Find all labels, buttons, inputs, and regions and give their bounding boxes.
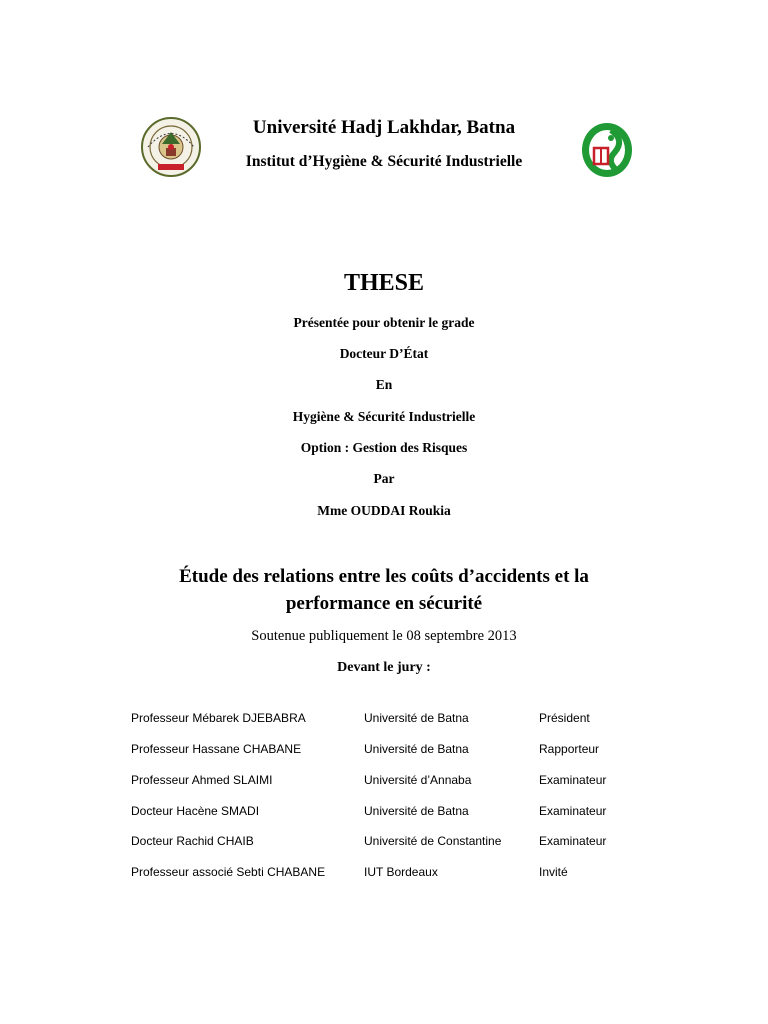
university-seal-logo [140, 116, 202, 178]
jury-member-name: Professeur Ahmed SLAIMI [131, 773, 273, 787]
par-line: Par [373, 471, 395, 486]
author-name: Mme OUDDAI Roukia [317, 503, 451, 518]
jury-member-name: Docteur Hacène SMADI [131, 804, 260, 818]
jury-member-role: Rapporteur [539, 742, 600, 756]
jury-member-name: Professeur Hassane CHABANE [131, 742, 302, 756]
thesis-title-line-1: Étude des relations entre les coûts d’accidents et la [179, 566, 589, 587]
jury-member-role: Examinateur [539, 804, 607, 818]
grade-line: Présentée pour obtenir le grade [293, 315, 475, 330]
option-line: Option : Gestion des Risques [300, 440, 468, 455]
jury-member-name: Professeur associé Sebti CHABANE [131, 865, 326, 879]
thesis-title [0, 563, 768, 617]
field-line: Hygiène & Sécurité Industrielle [292, 409, 476, 424]
jury-member-role: Invité [539, 865, 568, 879]
jury-member-institution: Université de Batna [364, 711, 469, 725]
jury-member-name: Professeur Mébarek DJEBABRA [131, 711, 306, 725]
jury-member-role: Examinateur [539, 834, 607, 848]
defense-date: Soutenue publiquement le 08 septembre 2013 [251, 628, 517, 644]
institute-green-logo [581, 122, 633, 178]
en-line: En [375, 377, 393, 392]
thesis-title-line-2: performance en sécurité [285, 593, 483, 614]
degree-line: Docteur D’État [339, 346, 429, 361]
jury-member-institution: Université d’Annaba [364, 773, 472, 787]
jury-member-institution: Université de Constantine [364, 834, 502, 848]
jury-member-role: Président [539, 711, 590, 725]
jury-member-institution: IUT Bordeaux [364, 865, 438, 879]
jury-member-name: Docteur Rachid CHAIB [131, 834, 254, 848]
jury-heading: Devant le jury : [337, 660, 431, 675]
institute-name: Institut d’Hygiène & Sécurité Industrielle [245, 153, 523, 170]
thesis-heading: THESE [343, 270, 425, 296]
jury-member-institution: Université de Batna [364, 804, 469, 818]
jury-member-role: Examinateur [539, 773, 607, 787]
university-name: Université Hadj Lakhdar, Batna [252, 117, 516, 138]
jury-member-institution: Université de Batna [364, 742, 469, 756]
